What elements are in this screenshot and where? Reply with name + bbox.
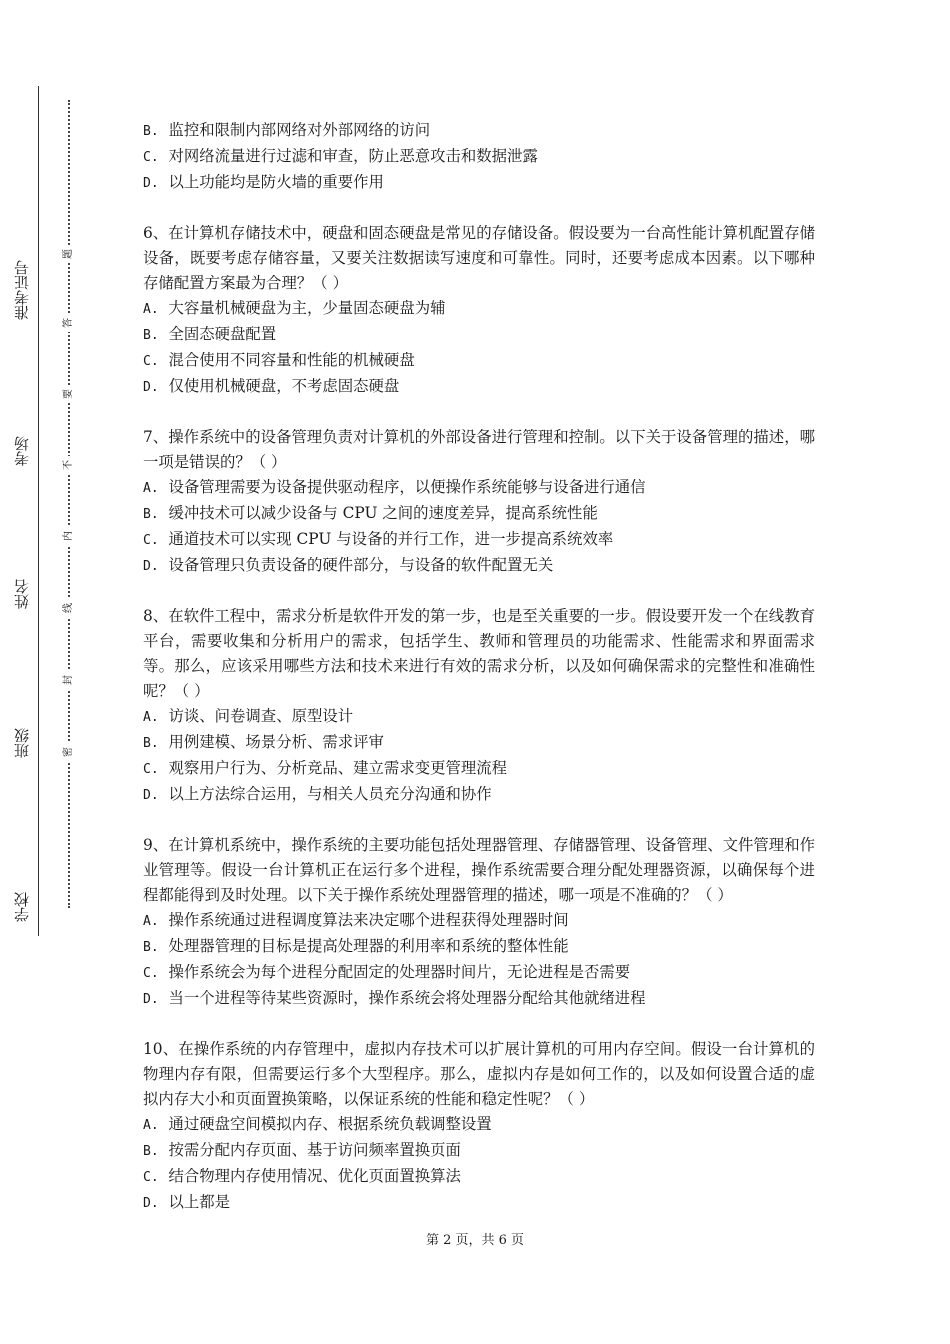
- option-d: D. 以上方法综合运用，与相关人员充分沟通和协作: [143, 785, 492, 803]
- continued-options: [143, 118, 815, 196]
- option-d: D. 以上都是: [143, 1193, 231, 1211]
- option-b: B. 按需分配内存页面、基于访问频率置换页面: [143, 1141, 461, 1159]
- name-label: 姓名: [14, 577, 38, 611]
- option-b: B. 处理器管理的目标是提高处理器的利用率和系统的整体性能: [143, 937, 569, 955]
- option-c: C. 对网络流量进行过滤和审查，防止恶意攻击和数据泄露: [143, 147, 538, 165]
- option-d: D. 仅使用机械硬盘，不考虑固态硬盘: [143, 377, 400, 395]
- seal-char-yao: 要: [63, 385, 75, 403]
- question-10: [143, 1037, 815, 1216]
- exam-number-label: 准考证号: [14, 258, 38, 322]
- question-6: [143, 221, 815, 400]
- question-8: [143, 604, 815, 808]
- page-number: 第 2 页，共 6 页: [425, 1233, 525, 1248]
- seal-char-feng: 封: [63, 671, 75, 689]
- seal-char-bu: 不: [63, 456, 75, 474]
- option-b: B. 全固态硬盘配置: [143, 325, 277, 343]
- question-9: [143, 833, 815, 1012]
- option-a: A. 操作系统通过进程调度算法来决定哪个进程获得处理器时间: [143, 911, 569, 929]
- option-c: C. 通道技术可以实现 CPU 与设备的并行工作，进一步提高系统效率: [143, 530, 614, 548]
- class-label: 班级: [14, 726, 38, 760]
- option-c: C. 观察用户行为、分析竞品、建立需求变更管理流程: [143, 759, 508, 777]
- question-content: [143, 118, 815, 1216]
- option-a: A. 大容量机械硬盘为主，少量固态硬盘为辅: [143, 299, 446, 317]
- seal-char-mi: 密: [63, 743, 75, 761]
- option-b: B. 监控和限制内部网络对外部网络的访问: [143, 121, 431, 139]
- option-a: A. 设备管理需要为设备提供驱动程序，以便操作系统能够与设备进行通信: [143, 478, 646, 496]
- seal-char-ti: 题: [63, 245, 75, 263]
- option-a: A. 访谈、问卷调查、原型设计: [143, 707, 354, 725]
- option-b: B. 用例建模、场景分析、需求评审: [143, 733, 384, 751]
- school-label: 学校: [14, 890, 38, 924]
- question-stem: 8、在软件工程中，需求分析是软件开发的第一步，也是至关重要的一步。假设要开发一个在线教育平台，需要收集和分析用户的需求，包括学生、教师和管理员的功能需求、性能需求和界面需求等。那么，应该采用哪些方法和技术来进行有效的需求分析，以及如何确保需求的完整性和准确性呢？（ ）: [143, 607, 815, 700]
- option-b: B. 缓冲技术可以减少设备与 CPU 之间的速度差异，提高系统性能: [143, 504, 598, 522]
- option-c: C. 混合使用不同容量和性能的机械硬盘: [143, 351, 415, 369]
- option-d: D. 以上功能均是防火墙的重要作用: [143, 173, 384, 191]
- option-c: C. 结合物理内存使用情况、优化页面置换算法: [143, 1167, 461, 1185]
- question-stem: 7、操作系统中的设备管理负责对计算机的外部设备进行管理和控制。以下关于设备管理的描述，哪一项是错误的？（ ）: [143, 428, 815, 471]
- question-stem: 9、在计算机系统中，操作系统的主要功能包括处理器管理、存储器管理、设备管理、文件管理和作业管理等。假设一台计算机正在运行多个进程，操作系统需要合理分配处理器资源，以确保每个进程都能得到及时处理。以下关于操作系统处理器管理的描述，哪一项是不准确的？（ ）: [143, 836, 815, 904]
- binding-dotted-line: [68, 100, 70, 908]
- exam-room-label: 考场: [14, 434, 38, 468]
- option-a: A. 通过硬盘空间模拟内存、根据系统负载调整设置: [143, 1115, 492, 1133]
- seal-char-da: 答: [63, 314, 75, 332]
- option-d: D. 当一个进程等待某些资源时，操作系统会将处理器分配给其他就绪进程: [143, 989, 646, 1007]
- binding-solid-line: [38, 86, 39, 936]
- seal-char-nei: 内: [63, 527, 75, 545]
- question-7: [143, 425, 815, 579]
- option-d: D. 设备管理只负责设备的硬件部分，与设备的软件配置无关: [143, 556, 554, 574]
- seal-char-xian: 线: [63, 599, 75, 617]
- question-stem: 6、在计算机存储技术中，硬盘和固态硬盘是常见的存储设备。假设要为一台高性能计算机配置存储设备，既要考虑存储容量，又要关注数据读写速度和可靠性。同时，还要考虑成本因素。以下哪种存储配置方案最为合理？（ ）: [143, 224, 815, 292]
- question-stem: 10、在操作系统的内存管理中，虚拟内存技术可以扩展计算机的可用内存空间。假设一台计算机的物理内存有限，但需要运行多个大型程序。那么，虚拟内存是如何工作的，以及如何设置合适的虚拟内存大小和页面置换策略，以保证系统的性能和稳定性呢？（ ）: [143, 1040, 815, 1108]
- option-c: C. 操作系统会为每个进程分配固定的处理器时间片，无论进程是否需要: [143, 963, 631, 981]
